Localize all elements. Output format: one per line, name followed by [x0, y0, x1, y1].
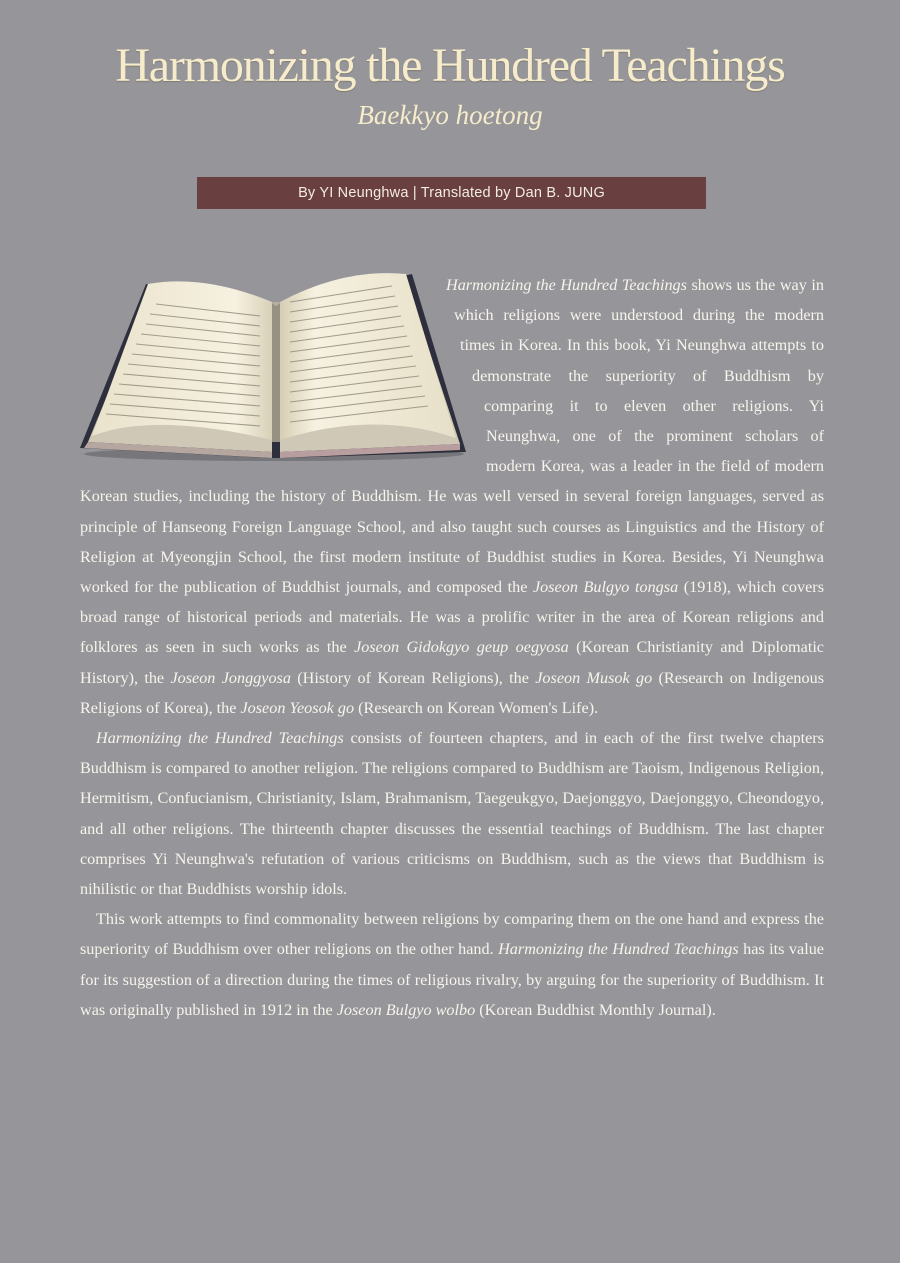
byline-banner: By YI Neunghwa | Translated by Dan B. JUNG [197, 177, 706, 209]
book-title-ref: Joseon Gidokgyo geup oegyosa [354, 638, 569, 657]
article-body [80, 270, 824, 1025]
paragraph-text: (Research on Indigenous Religions of Korea), the [80, 668, 825, 717]
book-title-ref: Joseon Bulgyo tongsa [532, 578, 679, 597]
paragraph-text: has its value for its suggestion of a direction during the times of religious rivalry, by arguing for the superiority of Buddhism. It was originally published in 1912 in the [80, 940, 824, 1019]
book-title-ref: Joseon Yeosok go [240, 698, 355, 717]
paragraph-text: shows us the way in which religions were understood during the modern times in Korea. In this book, Yi Neunghwa attempts to demonstrate the superiority of Buddhism by comparing it to eleven other religions. Yi Neunghwa, one of the prominent scholars of modern Korea, was a leader in the field of modern Korean studies, including the history of Buddhism. He was well versed in several foreign languages, served as principle of Hanseong Foreign Language School, and also taught such courses as Linguistics and the History of Religion at Myeongjin School, the first modern institute of Buddhist studies in Korea. Besides, Yi Neunghwa worked for the publication of Buddhist journals, and composed the [80, 276, 824, 597]
paragraph-2 [80, 723, 824, 904]
paragraph-text: (History of Korean Religions), the [290, 668, 536, 687]
paragraph-3 [80, 904, 824, 1025]
paragraph-text: (Research on Korean Women's Life). [354, 698, 599, 717]
book-title-ref: Joseon Jonggyosa [170, 668, 291, 687]
book-title-ref: Joseon Bulgyo wolbo [336, 1000, 476, 1019]
page-subtitle: Baekkyo hoetong [357, 100, 543, 130]
book-title-ref: Harmonizing the Hundred Teachings [446, 276, 687, 294]
paragraph-text: This work attempts to find commonality between religions by comparing them on the one hand and express the superiority of Buddhism over other religions on the other hand. [80, 910, 824, 959]
book-title-ref: Harmonizing the Hundred Teachings [96, 729, 344, 748]
paragraph-text: (Korean Buddhist Monthly Journal). [475, 1000, 716, 1019]
book-title-ref: Joseon Musok go [535, 668, 653, 687]
paragraph-text: consists of fourteen chapters, and in each of the first twelve chapters Buddhism is compared to another religion. The religions compared to Buddhism are Taoism, Indigenous Religion, Hermitism, Confucianism, Christianity, Islam, Brahmanism, Taegeukgyo, Daejonggyo, Daejonggyo, Cheondogyo, and all other religions. The thirteenth chapter discusses the essential teachings of Buddhism. The last chapter comprises Yi Neunghwa's refutation of various criticisms on Buddhism, such as the views that Buddhism is nihilistic or that Buddhists worship idols. [80, 729, 824, 899]
page-title: Harmonizing the Hundred Teachings [115, 39, 785, 92]
paragraph-text: (Korean Christianity and Diplomatic History), the [80, 638, 824, 687]
paragraph-text: (1918), which covers broad range of historical periods and materials. He was a prolific writer in the area of Korean religions and folklores as seen in such works as the [80, 578, 824, 657]
book-title-ref: Harmonizing the Hundred Teachings [498, 940, 739, 959]
